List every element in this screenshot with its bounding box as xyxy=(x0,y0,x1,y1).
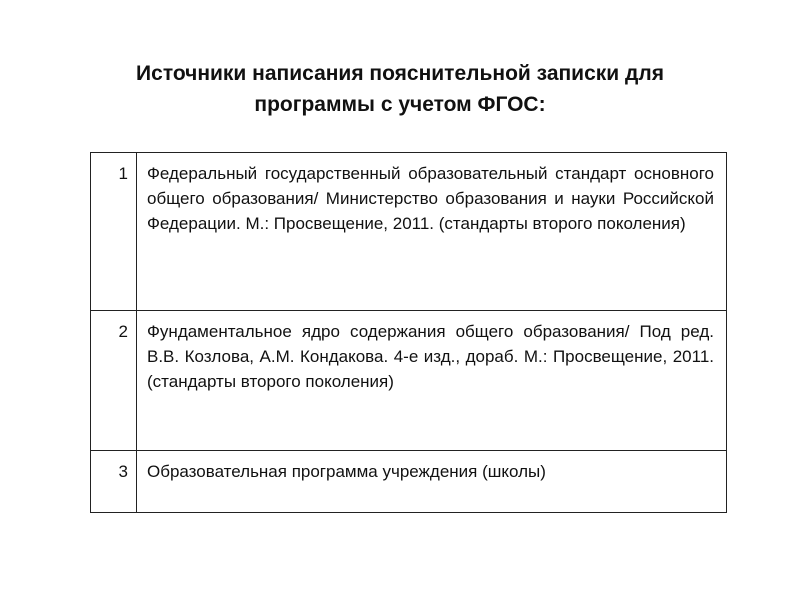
page-title xyxy=(40,58,760,120)
table-row xyxy=(91,451,727,513)
title-line-1: Источники написания пояснительной записки для xyxy=(136,62,664,85)
row-number: 1 xyxy=(91,153,137,311)
source-text: Федеральный государственный образовательный стандарт основного общего образования/ Министерство образования и науки Российской Федерации. М.: Просвещение, 2011. (стандарты второго поколения) xyxy=(137,153,727,311)
table-row xyxy=(91,153,727,311)
table-row xyxy=(91,311,727,451)
title-line-2: программы с учетом ФГОС: xyxy=(254,93,546,116)
sources-table xyxy=(90,152,727,513)
source-text: Фундаментальное ядро содержания общего образования/ Под ред. В.В. Козлова, А.М. Кондакова. 4-е изд., дораб. М.: Просвещение, 2011. (стандарты второго поколения) xyxy=(137,311,727,451)
row-number: 3 xyxy=(91,451,137,513)
row-number: 2 xyxy=(91,311,137,451)
source-text: Образовательная программа учреждения (школы) xyxy=(137,451,727,513)
